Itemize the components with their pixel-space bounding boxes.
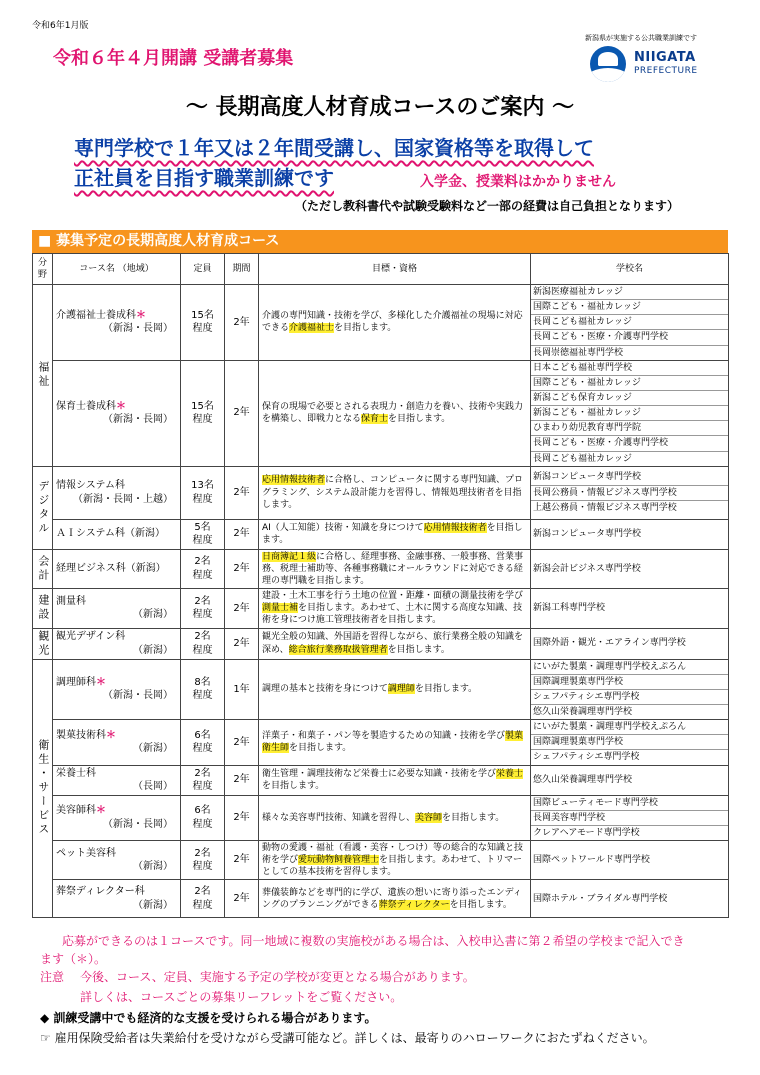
goal-text: を目指します。: [387, 644, 450, 655]
course-name: [56, 309, 177, 323]
capacity-value: 15名: [191, 400, 214, 412]
school-name: 国際外語・観光・エアライン専門学校: [533, 638, 686, 649]
qualification-highlight: 調理師: [387, 684, 415, 695]
school-name: 新潟会計ビジネス専門学校: [533, 563, 641, 574]
goal-text: 介護の専門知識・技術を学び、多様化した介護福祉の現場に対応できる: [262, 311, 523, 334]
course-name: [56, 804, 177, 818]
course-cell: [53, 589, 181, 628]
goal-text: を目指します。あわせて、トリマーとしての基本技術を習得します。: [262, 855, 522, 878]
goal-cell: [259, 840, 531, 879]
qualification-highlight: 日商簿記１級: [262, 551, 317, 562]
course-cell: [53, 628, 181, 659]
qualification-highlight: 保育士: [361, 414, 389, 425]
capacity-cell: [181, 880, 225, 918]
course-region: （新潟・長岡）: [103, 323, 173, 335]
school-cell: [531, 466, 729, 519]
school-cell: [531, 360, 729, 466]
goal-text: 様々な美容専門技術、知識を習得し、: [262, 812, 416, 823]
course-cell: [53, 659, 181, 720]
course-name: [56, 847, 177, 861]
goal-cell: [259, 360, 531, 466]
table-row: [33, 840, 729, 879]
capacity-note: 程度: [192, 861, 213, 873]
course-cell: [53, 720, 181, 765]
qualification-highlight: 美容師: [415, 812, 443, 823]
table-row: [33, 285, 729, 361]
goal-text: を目指します。: [388, 414, 451, 425]
course-name: [56, 630, 177, 644]
course-cell: [53, 466, 181, 519]
school-cell: [531, 628, 729, 659]
capacity-note: 程度: [192, 781, 213, 793]
second-choice-star: ＊: [96, 676, 106, 688]
goal-cell: [259, 589, 531, 628]
course-title: 製菓技術科: [56, 729, 106, 741]
logo-tagline: 新潟県が実施する公共職業訓練です: [585, 34, 697, 42]
school-name: 長岡崇徳福祉専門学校: [533, 347, 624, 358]
capacity-cell: [181, 628, 225, 659]
goal-text: を目指します。あわせて、土木に関する高度な知識、技術を身につけ施工管理技術者を目指します。: [262, 603, 523, 626]
goal-text: に合格し、経理事務、金融事務、一般事務、営業事務、税理士補助等、各種事務職にオールラウンドに対応できる経理の専門職を目指します。: [262, 551, 524, 586]
course-name: [56, 676, 177, 690]
school-name: 新潟こども保育カレッジ: [531, 391, 728, 406]
capacity-note: 程度: [192, 899, 213, 911]
table-row: [33, 549, 729, 588]
course-name: [56, 527, 177, 541]
school-name: クレアヘアモード専門学校: [533, 827, 640, 838]
duration-cell: 1年: [225, 659, 259, 720]
school-cell: [531, 589, 729, 628]
school-name: 長岡こども・医療・介護専門学校: [531, 330, 728, 345]
course-title: ＡＩシステム科（新潟）: [56, 528, 165, 540]
table-row: [33, 628, 729, 659]
goal-cell: [259, 519, 531, 549]
capacity-value: 2名: [194, 767, 211, 779]
capacity-cell: [181, 360, 225, 466]
duration-cell: 2年: [225, 589, 259, 628]
school-name: 悠久山栄養調理専門学校: [533, 774, 633, 785]
school-cell: [531, 285, 729, 361]
section-banner: ■ 募集予定の長期高度人材育成コース: [32, 230, 728, 253]
field-cell: 建設: [33, 589, 53, 628]
qualification-highlight: 応用情報技術者: [423, 523, 487, 534]
field-cell: 会計: [33, 549, 53, 588]
duration-cell: 2年: [225, 720, 259, 765]
table-header-row: [33, 254, 729, 285]
second-choice-star: ＊: [116, 400, 126, 412]
header-field: 分野: [33, 254, 53, 285]
school-name: 長岡こども福祉カレッジ: [531, 315, 728, 330]
school-name: ひまわり幼児教育専門学院: [531, 421, 728, 436]
caution-line-1: 今後、コース、定員、実施する予定の学校が変更となる場合があります。: [80, 970, 475, 984]
course-title: 葬祭ディレクター科: [56, 886, 145, 898]
caution-label: 注意: [40, 970, 65, 984]
capacity-note: 程度: [192, 818, 213, 830]
school-name: シェフパティシエ専門学校: [533, 752, 640, 763]
school-name: 長岡美容専門学校: [531, 811, 728, 826]
logo-name: NIIGATA: [634, 50, 696, 65]
field-cell: デジタル: [33, 466, 53, 549]
cost-note: （ただし教科書代や試験受験料など一部の経費は自己負担となります）: [295, 199, 680, 213]
duration-cell: 2年: [225, 549, 259, 588]
course-region: （新潟・長岡）: [103, 414, 173, 426]
course-region: （新潟）: [133, 644, 173, 656]
course-region: （新潟・長岡）: [103, 818, 173, 830]
goal-cell: [259, 549, 531, 588]
capacity-note: 程度: [192, 414, 213, 426]
capacity-value: 13名: [191, 480, 214, 492]
duration-cell: 2年: [225, 519, 259, 549]
edition-label: 令和6年1月版: [32, 21, 89, 31]
capacity-note: 程度: [192, 644, 213, 656]
course-name: [56, 729, 177, 743]
qualification-highlight: 測量士補: [262, 603, 299, 614]
school-name: シェフパティシエ専門学校: [531, 690, 728, 705]
school-name: 新潟コンピュータ専門学校: [531, 470, 728, 485]
capacity-cell: [181, 549, 225, 588]
school-name: 長岡公務員・情報ビジネス専門学校: [531, 486, 728, 501]
qualification-highlight: 栄養士: [496, 768, 524, 779]
course-title: ペット美容科: [56, 847, 116, 859]
support-note: ◆ 訓練受講中でも経済的な支援を受けられる場合があります。: [40, 1011, 377, 1025]
capacity-note: 程度: [192, 493, 213, 505]
capacity-cell: [181, 795, 225, 840]
course-cell: [53, 549, 181, 588]
table-row: [33, 519, 729, 549]
course-region: （新潟）: [133, 609, 173, 621]
goal-text: 保育の現場で必要とされる表現力・創造力を養い、技術や実践力を構築し、即戦力となる: [262, 402, 524, 425]
goal-text: 調理の基本と技術を身につけて: [262, 684, 388, 695]
qualification-highlight: 製菓衛生師: [262, 731, 524, 754]
goal-cell: [259, 720, 531, 765]
capacity-cell: [181, 285, 225, 361]
lead-line-2: 正社員を目指す職業訓練です: [74, 166, 334, 190]
course-cell: [53, 519, 181, 549]
table-row: [33, 720, 729, 765]
duration-cell: 2年: [225, 880, 259, 918]
course-title: 介護福祉士養成科: [56, 309, 136, 321]
course-name: [56, 400, 177, 414]
goal-text: 衛生管理・調理技術など栄養士に必要な知識・技術を学び: [262, 768, 497, 779]
capacity-value: 6名: [194, 729, 211, 741]
course-table: [32, 253, 729, 918]
second-choice-star: ＊: [96, 805, 106, 817]
second-choice-star: ＊: [106, 729, 116, 741]
school-cell: [531, 840, 729, 879]
capacity-cell: [181, 519, 225, 549]
goal-text: を目指します。: [262, 523, 523, 546]
field-cell: 福祉: [33, 285, 53, 467]
duration-cell: 2年: [225, 466, 259, 519]
school-name: 国際調理製菓専門学校: [531, 675, 728, 690]
qualification-highlight: 介護福祉士: [289, 323, 335, 334]
school-name: 日本こども福祉専門学校: [531, 361, 728, 376]
capacity-cell: [181, 589, 225, 628]
qualification-highlight: 応用情報技術者: [262, 475, 326, 486]
capacity-note: 程度: [192, 535, 213, 547]
goal-cell: [259, 880, 531, 918]
duration-cell: 2年: [225, 795, 259, 840]
school-name: 国際こども・福祉カレッジ: [531, 376, 728, 391]
header-capacity: 定員: [181, 254, 225, 285]
capacity-note: 程度: [192, 743, 213, 755]
capacity-value: 2名: [194, 886, 211, 898]
header-goal: 目標・資格: [259, 254, 531, 285]
table-row: [33, 765, 729, 795]
school-name: 国際こども・福祉カレッジ: [531, 300, 728, 315]
school-name: にいがた製菓・調理専門学校えぷろん: [531, 720, 728, 735]
second-choice-star: ＊: [136, 309, 146, 321]
goal-text: を目指します。: [442, 812, 505, 823]
duration-cell: 2年: [225, 360, 259, 466]
capacity-value: 2名: [194, 595, 211, 607]
qualification-highlight: 葬祭ディレクター: [378, 899, 450, 910]
school-cell: [531, 549, 729, 588]
capacity-note: 程度: [192, 569, 213, 581]
table-row: [33, 659, 729, 720]
capacity-value: 6名: [194, 805, 211, 817]
course-title: 調理師科: [56, 676, 96, 688]
course-cell: [53, 285, 181, 361]
goal-cell: [259, 628, 531, 659]
header-school: 学校名: [531, 254, 729, 285]
field-cell: 衛生・サービス: [33, 659, 53, 918]
field-cell: 観光: [33, 628, 53, 659]
lead-line-1: 専門学校で１年又は２年間受講し、国家資格等を取得して: [74, 136, 594, 160]
logo-sub: PREFECTURE: [634, 66, 698, 76]
hellowork-note: ☞ 雇用保険受給者は失業給付を受けながら受講可能など。詳しくは、最寄りのハローワークにおたずねください。: [40, 1031, 655, 1045]
table-row: [33, 466, 729, 519]
course-cell: [53, 360, 181, 466]
capacity-value: 8名: [194, 676, 211, 688]
school-name: 悠久山栄養調理専門学校: [533, 706, 633, 717]
course-region: （新潟）: [133, 861, 173, 873]
goal-text: AI（人工知能）技術・知識を身につけて: [262, 523, 424, 534]
course-name: [56, 479, 177, 493]
capacity-cell: [181, 659, 225, 720]
school-cell: [531, 880, 729, 918]
school-name: 国際ビューティモード専門学校: [531, 796, 728, 811]
goal-text: を目指します。: [289, 743, 352, 754]
school-cell: [531, 795, 729, 840]
school-name: 新潟こども・福祉カレッジ: [531, 406, 728, 421]
table-row: [33, 795, 729, 840]
capacity-note: 程度: [192, 690, 213, 702]
header-course: コース名 （地域）: [53, 254, 181, 285]
headline: 令和６年４月開講 受講者募集: [53, 48, 294, 69]
goal-cell: [259, 765, 531, 795]
capacity-cell: [181, 720, 225, 765]
course-title: 保育士養成科: [56, 400, 116, 412]
course-title: 観光デザイン科: [56, 631, 126, 643]
goal-text: を目指します。: [449, 899, 512, 910]
course-cell: [53, 840, 181, 879]
goal-text: に合格し、コンピュータに関する専門知識、プログラミング、システム設計能力を習得し、情報処理技術者を目指します。: [262, 475, 524, 510]
school-cell: [531, 720, 729, 765]
capacity-value: 15名: [191, 309, 214, 321]
duration-cell: 2年: [225, 285, 259, 361]
school-name: 長岡こども・医療・介護専門学校: [531, 436, 728, 451]
table-row: [33, 360, 729, 466]
school-name: 国際ホテル・ブライダル専門学校: [533, 893, 668, 904]
school-cell: [531, 519, 729, 549]
duration-cell: 2年: [225, 840, 259, 879]
goal-cell: [259, 466, 531, 519]
school-name: 新潟コンピュータ専門学校: [533, 529, 642, 540]
school-name: 上越公務員・情報ビジネス専門学校: [533, 502, 677, 513]
school-name: 国際調理製菓専門学校: [531, 735, 728, 750]
page-title: ～ 長期高度人材育成コースのご案内 ～: [185, 95, 575, 120]
course-cell: [53, 765, 181, 795]
header-duration: 期間: [225, 254, 259, 285]
course-region: （新潟・長岡）: [103, 690, 173, 702]
course-title: 美容師科: [56, 805, 96, 817]
course-cell: [53, 880, 181, 918]
goal-cell: [259, 659, 531, 720]
goal-text: を目指します。: [414, 684, 478, 695]
course-name: [56, 595, 177, 609]
course-region: （新潟）: [133, 899, 173, 911]
school-name: 国際ペットワールド専門学校: [533, 855, 650, 866]
goal-text: を目指します。: [262, 781, 325, 792]
duration-cell: 2年: [225, 765, 259, 795]
free-tuition-note: 入学金、授業料はかかりません: [420, 174, 616, 190]
goal-text: 動物の愛護・福祉（看護・美容・しつけ）等の総合的な知識と技術を学び: [262, 842, 524, 866]
course-region: （新潟・長岡・上越）: [73, 493, 173, 505]
goal-cell: [259, 285, 531, 361]
course-name: [56, 885, 177, 899]
capacity-cell: [181, 466, 225, 519]
apply-note-1: 応募ができるのは１コースです。同一地域に複数の実施校がある場合は、入校申込書に第２希望の学校まで記入でき: [62, 934, 685, 948]
capacity-value: 5名: [194, 521, 211, 533]
capacity-cell: [181, 840, 225, 879]
course-title: 経理ビジネス科（新潟）: [56, 563, 166, 575]
course-title: 情報システム科: [56, 480, 125, 492]
goal-text: を目指します。: [334, 323, 397, 334]
niigata-mark-icon: [590, 46, 626, 82]
qualification-highlight: 愛玩動物飼養管理士: [298, 855, 380, 866]
course-title: 栄養士科: [56, 767, 96, 779]
goal-text: 洋菓子・和菓子・パン等を製造するための知識・技術を学び: [262, 731, 506, 742]
course-region: （新潟）: [133, 743, 173, 755]
school-cell: [531, 659, 729, 720]
course-region: （長岡）: [133, 781, 173, 793]
course-name: [56, 767, 177, 781]
capacity-value: 2名: [194, 631, 211, 643]
goal-cell: [259, 795, 531, 840]
capacity-note: 程度: [192, 609, 213, 621]
table-row: [33, 880, 729, 918]
qualification-highlight: 総合旅行業務取扱管理者: [288, 644, 388, 655]
school-name: 長岡こども福祉カレッジ: [533, 453, 632, 464]
duration-cell: 2年: [225, 628, 259, 659]
school-name: 新潟工科専門学校: [533, 603, 606, 614]
capacity-cell: [181, 765, 225, 795]
goal-text: 葬儀装飾などを専門的に学び、遺族の想いに寄り添ったエンディングのプランニングができる: [262, 887, 522, 910]
course-name: [56, 562, 177, 576]
goal-text: 建設・土木工事を行う土地の位置・距離・面積の測量技術を学び: [262, 591, 524, 602]
caution-line-2: 詳しくは、コースごとの募集リーフレットをご覧ください。: [80, 990, 403, 1004]
capacity-value: 2名: [194, 556, 211, 568]
course-title: 測量科: [56, 595, 86, 607]
capacity-note: 程度: [192, 323, 213, 335]
goal-text: 観光全般の知識、外国語を習得しながら、旅行業務全般の知識を深め、: [262, 632, 524, 655]
capacity-value: 2名: [194, 847, 211, 859]
table-row: [33, 589, 729, 628]
school-cell: [531, 765, 729, 795]
course-cell: [53, 795, 181, 840]
school-name: 新潟医療福祉カレッジ: [531, 285, 728, 300]
apply-note-2: ます（＊）。: [40, 952, 107, 966]
school-name: にいがた製菓・調理専門学校えぷろん: [531, 660, 728, 675]
